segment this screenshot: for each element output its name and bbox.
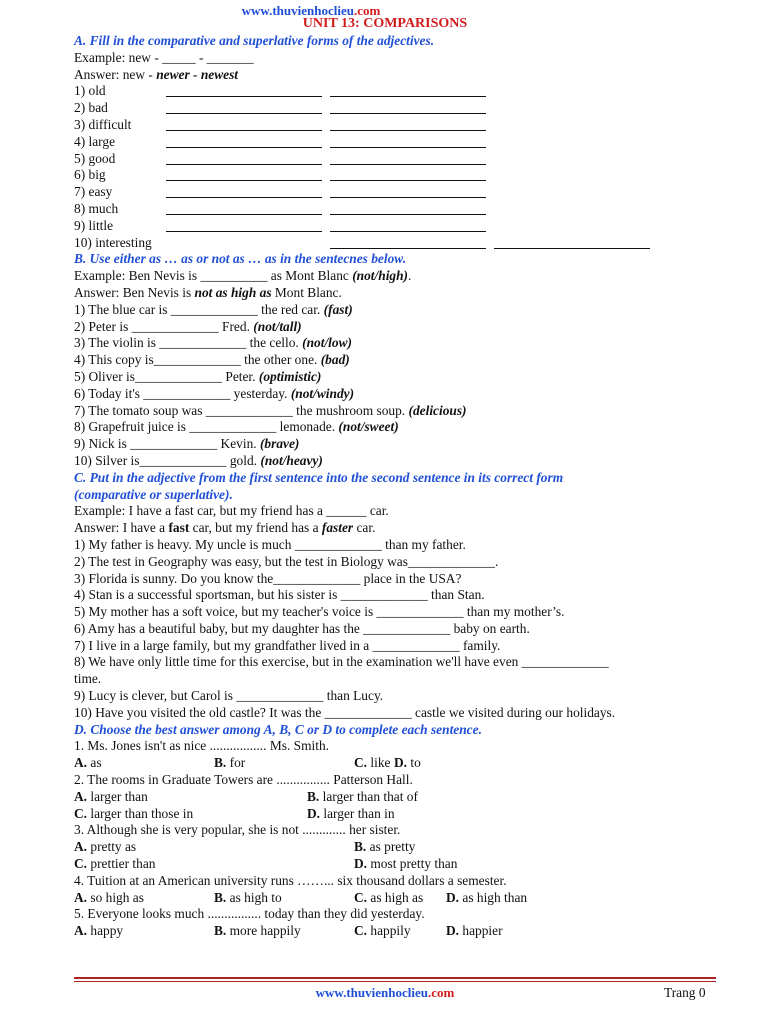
adjective-row (74, 83, 714, 100)
superlative-blank[interactable] (330, 167, 486, 181)
item-text: 2) Peter is _____________ Fred. (74, 318, 254, 334)
section-b-example (74, 268, 714, 285)
comparative-blank[interactable] (166, 117, 322, 131)
exercise-item: 1) My father is heavy. My uncle is much _____________ than my father. (74, 536, 466, 552)
superlative-blank[interactable] (330, 134, 486, 148)
option-d[interactable]: D. as high than (446, 889, 528, 905)
adjective-label: 1) old (74, 83, 106, 99)
item-hint: (not/low) (302, 335, 352, 351)
item-hint: (not/tall) (253, 318, 302, 334)
question-2-options-row1 (74, 789, 714, 806)
adjective-label: 9) little (74, 217, 114, 233)
section-b-answer (74, 285, 714, 302)
option-b[interactable]: B. as high to (214, 889, 282, 905)
superlative-blank[interactable] (330, 83, 486, 97)
adjective-row (74, 167, 714, 184)
exercise-item: 6) Amy has a beautiful baby, but my daughter has the _____________ baby on earth. (74, 620, 530, 636)
option-c[interactable]: C. happily (354, 923, 411, 939)
superlative-blank[interactable] (330, 151, 486, 165)
option-b[interactable]: B. more happily (214, 923, 301, 939)
exercise-item: time. (74, 671, 102, 687)
section-c-example: Example: I have a fast car, but my friend has a ______ car. (74, 503, 389, 519)
question-2: 2. The rooms in Graduate Towers are ................ Patterson Hall. (74, 772, 413, 788)
adjective-row (74, 201, 714, 218)
item-hint: (not/sweet) (338, 419, 399, 435)
item-text: 8) Grapefruit juice is _____________ lemonade. (74, 419, 339, 435)
section-b-title: B. Use either as … as or not as … as in the sentecnes below. (74, 251, 407, 267)
item-hint: (fast) (323, 301, 353, 317)
option-c[interactable]: C. like (354, 755, 391, 771)
adjective-label: 8) much (74, 200, 119, 216)
adjective-label: 5) good (74, 150, 116, 166)
item-hint: (delicious) (408, 402, 467, 418)
answer-prefix: Answer: new - (74, 66, 157, 82)
superlative-blank[interactable] (330, 218, 486, 232)
comparative-blank[interactable] (166, 100, 322, 114)
option-c[interactable]: C. prettier than (74, 856, 156, 872)
question-4-options (74, 890, 714, 907)
section-a-example: Example: new - _____ - _______ (74, 49, 254, 65)
section-a-answer (74, 67, 714, 84)
section-a-title: A. Fill in the comparative and superlative forms of the adjectives. (74, 33, 435, 48)
page-number: Trang 0 (664, 985, 706, 1000)
option-d[interactable]: D. to (394, 755, 421, 771)
exercise-item: 8) We have only little time for this exercise, but in the examination we'll have even _____________ (74, 654, 609, 670)
comparative-blank[interactable] (330, 235, 486, 249)
adjective-row (74, 184, 714, 201)
comparative-blank[interactable] (166, 218, 322, 232)
superlative-blank[interactable] (494, 235, 650, 249)
answer-bold: newer - newest (156, 66, 239, 82)
footer-site-tld: .com (427, 985, 455, 1000)
question-1-options (74, 755, 714, 772)
site-tld: .com (353, 3, 381, 18)
item-text: 4) This copy is_____________ the other one. (74, 352, 321, 368)
question-3: 3. Although she is very popular, she is not ............. her sister. (74, 822, 401, 838)
exercise-item (74, 319, 714, 336)
adjective-row (74, 100, 714, 117)
option-a[interactable]: A. so high as (74, 889, 144, 905)
option-a[interactable]: A. larger than (74, 788, 148, 804)
adjective-label: 2) bad (74, 100, 108, 116)
option-b[interactable]: B. as pretty (354, 839, 416, 855)
exercise-item (74, 419, 714, 436)
exercise-item: 2) The test in Geography was easy, but the test in Biology was_____________. (74, 553, 499, 569)
exercise-item (74, 403, 714, 420)
answer-bold: not as high as (194, 284, 272, 300)
section-d-title: D. Choose the best answer among A, B, C or D to complete each sentence. (74, 721, 482, 737)
section-b-list (74, 302, 714, 470)
item-text: 1) The blue car is _____________ the red car. (74, 301, 324, 317)
superlative-blank[interactable] (330, 184, 486, 198)
question-1: 1. Ms. Jones isn't as nice ................. Ms. Smith. (74, 738, 329, 754)
answer-mid: car, but my friend has a (189, 520, 322, 536)
answer-suffix: car. (353, 520, 376, 536)
option-a[interactable]: A. pretty as (74, 839, 137, 855)
option-a[interactable]: A. happy (74, 923, 124, 939)
exercise-item: 9) Lucy is clever, but Carol is _____________ than Lucy. (74, 688, 384, 704)
exercise-item (74, 453, 714, 470)
superlative-blank[interactable] (330, 100, 486, 114)
item-hint: (not/heavy) (260, 452, 323, 468)
example-hint: (not/high) (352, 268, 409, 284)
adjective-list (74, 83, 714, 251)
option-b[interactable]: B. for (214, 755, 246, 771)
question-2-options-row2 (74, 806, 714, 823)
exercise-item: 7) I live in a large family, but my grandfather lived in a _____________ family. (74, 637, 501, 653)
question-3-options-row1 (74, 839, 714, 856)
option-d[interactable]: D. most pretty than (354, 856, 458, 872)
adjective-label: 10) interesting (74, 234, 152, 250)
item-text: 9) Nick is _____________ Kevin. (74, 436, 260, 452)
item-text: 6) Today it's _____________ yesterday. (74, 385, 291, 401)
exercise-item: 10) Have you visited the old castle? It was the _____________ castle we visited during our holidays. (74, 704, 616, 720)
option-c[interactable]: C. as high as (354, 889, 424, 905)
example-text: Example: Ben Nevis is __________ as Mont Blanc (74, 268, 353, 284)
section-c-answer (74, 520, 714, 537)
exercise-item (74, 335, 714, 352)
adjective-label: 6) big (74, 167, 106, 183)
item-text: 3) The violin is _____________ the cello. (74, 335, 303, 351)
exercise-item: 5) My mother has a soft voice, but my teacher's voice is _____________ than my mother’s. (74, 604, 565, 620)
superlative-blank[interactable] (330, 117, 486, 131)
answer-prefix: Answer: I have a (74, 520, 169, 536)
footer-site-link[interactable] (0, 985, 770, 1001)
section-c-list (74, 537, 714, 722)
exercise-item (74, 352, 714, 369)
answer-bold-2: faster (321, 520, 354, 536)
adjective-label: 4) large (74, 133, 116, 149)
superlative-blank[interactable] (330, 201, 486, 215)
option-d[interactable]: D. larger than in (307, 805, 395, 821)
adjective-row (74, 134, 714, 151)
adjective-row (74, 235, 714, 252)
exercise-item: 4) Stan is a successful sportsman, but his sister is _____________ than Stan. (74, 587, 485, 603)
item-text: 5) Oliver is_____________ Peter. (74, 368, 259, 384)
question-3-options-row2 (74, 856, 714, 873)
site-domain: www.thuvienhoclieu (241, 3, 354, 18)
item-hint: (bad) (320, 352, 350, 368)
comparative-blank[interactable] (166, 134, 322, 148)
item-hint: (not/windy) (290, 385, 355, 401)
question-5: 5. Everyone looks much ................ today than they did yesterday. (74, 906, 425, 922)
adjective-row (74, 151, 714, 168)
adjective-label: 3) difficult (74, 116, 132, 132)
answer-prefix: Answer: Ben Nevis is (74, 284, 195, 300)
item-hint: (optimistic) (258, 368, 322, 384)
worksheet (74, 14, 714, 940)
option-a[interactable]: A. as (74, 755, 102, 771)
exercise-item (74, 369, 714, 386)
adjective-label: 7) easy (74, 184, 113, 200)
example-end: . (408, 268, 412, 284)
comparative-blank[interactable] (166, 83, 322, 97)
answer-bold-1: fast (168, 520, 190, 536)
exercise-item (74, 436, 714, 453)
item-text: 10) Silver is_____________ gold. (74, 452, 261, 468)
exercise-item: 3) Florida is sunny. Do you know the_____________ place in the USA? (74, 570, 462, 586)
option-c[interactable]: C. larger than those in (74, 805, 194, 821)
section-c-title-line1: C. Put in the adjective from the first sentence into the second sentence in its correct form (74, 469, 564, 485)
footer-rule-thick (74, 977, 716, 979)
comparative-blank[interactable] (166, 167, 322, 181)
option-b[interactable]: B. larger than that of (307, 788, 418, 804)
adjective-row (74, 218, 714, 235)
comparative-blank[interactable] (166, 151, 322, 165)
exercise-item (74, 302, 714, 319)
footer-site-domain: www.thuvienhoclieu (315, 985, 428, 1000)
question-4: 4. Tuition at an American university runs ……... six thousand dollars a semester. (74, 872, 507, 888)
option-d[interactable]: D. happier (446, 923, 503, 939)
answer-suffix: Mont Blanc. (271, 284, 342, 300)
exercise-item (74, 386, 714, 403)
footer-rule-thin (74, 981, 716, 982)
item-hint: (brave) (259, 436, 300, 452)
item-text: 7) The tomato soup was _____________ the mushroom soup. (74, 402, 409, 418)
adjective-row (74, 117, 714, 134)
question-5-options (74, 923, 714, 940)
section-c-title-line2: (comparative or superlative). (74, 486, 233, 502)
unit-title: UNIT 13: COMPARISONS (302, 16, 468, 31)
comparative-blank[interactable] (166, 201, 322, 215)
comparative-blank[interactable] (166, 184, 322, 198)
